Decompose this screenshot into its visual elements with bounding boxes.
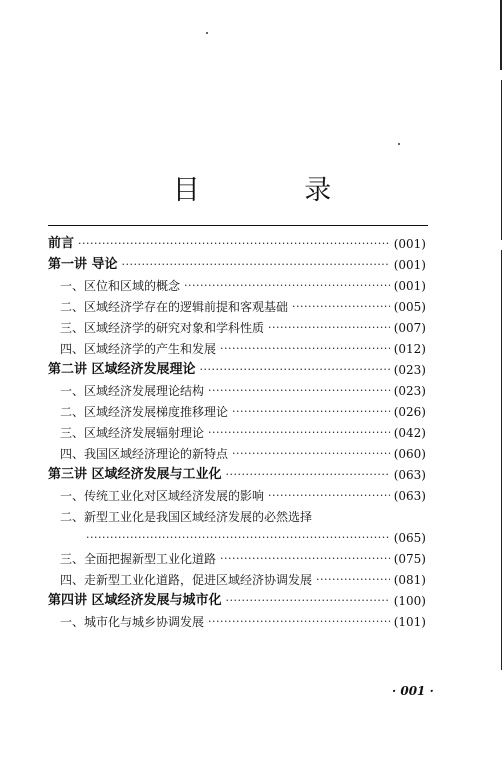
dot-leader xyxy=(292,300,390,314)
toc-entry[interactable] xyxy=(48,419,426,440)
toc-entry[interactable] xyxy=(48,440,426,461)
toc-entry-label: 第二讲 区域经济发展理论 xyxy=(48,362,196,377)
dot-leader xyxy=(316,573,390,587)
toc-entry[interactable] xyxy=(48,293,426,314)
toc-entry-page: (023) xyxy=(393,384,426,398)
dot-leader xyxy=(232,447,390,461)
page-edge-mark xyxy=(501,80,502,240)
toc-entry-page: (023) xyxy=(393,363,426,377)
toc-entry-page: (063) xyxy=(393,489,426,503)
toc-entry[interactable] xyxy=(48,335,426,356)
dot-leader xyxy=(208,615,390,629)
toc-entry-label: 第一讲 导论 xyxy=(48,257,118,272)
toc-entry-label: 四、区域经济学的产生和发展 xyxy=(60,342,217,356)
toc-entry-page: (042) xyxy=(393,426,426,440)
toc-entry-label: 前言 xyxy=(48,236,75,251)
toc-entry-page: (012) xyxy=(393,342,426,356)
toc-entry-label: 二、新型工业化是我国区域经济发展的必然选择 xyxy=(60,510,313,524)
toc-entry-page: (001) xyxy=(393,258,426,272)
dot-leader xyxy=(226,594,390,608)
dot-leader xyxy=(208,384,390,398)
dot-leader xyxy=(220,552,390,566)
toc-entry-page: (075) xyxy=(393,552,426,566)
toc-entry[interactable] xyxy=(48,524,426,545)
dot-leader xyxy=(78,237,390,251)
toc-entry-page: (007) xyxy=(393,321,426,335)
dot-leader xyxy=(268,321,390,335)
toc-entry-label: 第三讲 区域经济发展与工业化 xyxy=(48,467,222,482)
toc-entry[interactable] xyxy=(48,566,426,587)
dot-leader xyxy=(122,258,390,272)
toc-entry-label: 三、区域经济学的研究对象和学科性质 xyxy=(60,321,265,335)
dot-leader xyxy=(226,468,390,482)
dot-leader xyxy=(208,426,390,440)
toc-entry-page: (101) xyxy=(393,615,426,629)
dot-leader xyxy=(200,363,390,377)
toc-entry[interactable] xyxy=(48,545,426,566)
toc-entry-label: 四、我国区域经济理论的新特点 xyxy=(60,447,229,461)
toc-entry[interactable] xyxy=(48,461,426,482)
toc-entry-page: (063) xyxy=(393,468,426,482)
toc-entry[interactable] xyxy=(48,314,426,335)
toc-entry[interactable] xyxy=(48,272,426,293)
toc-entry-label: 一、城市化与城乡协调发展 xyxy=(60,615,205,629)
dot-leader xyxy=(86,531,390,545)
toc-entry-label: 二、区域经济发展梯度推移理论 xyxy=(60,405,229,419)
toc-entry-page: (001) xyxy=(393,279,426,293)
page-number: · 001 · xyxy=(392,684,434,698)
toc-entry-label: 一、区域经济发展理论结构 xyxy=(60,384,205,398)
toc-entry[interactable] xyxy=(48,230,426,251)
toc-entry-page: (060) xyxy=(393,447,426,461)
scan-speck xyxy=(206,32,208,34)
page-title: 目 录 xyxy=(172,175,380,206)
toc-entry-page: (081) xyxy=(393,573,426,587)
dot-leader xyxy=(232,405,390,419)
toc-entry[interactable] xyxy=(48,251,426,272)
toc-entry-label: 二、区域经济学存在的逻辑前提和客观基础 xyxy=(60,300,289,314)
toc-entry-label: 三、全面把握新型工业化道路 xyxy=(60,552,217,566)
toc-entry-label: 第四讲 区域经济发展与城市化 xyxy=(48,593,222,608)
toc-entry-page: (100) xyxy=(393,594,426,608)
toc-entry-page: (005) xyxy=(393,300,426,314)
toc-entry[interactable] xyxy=(48,377,426,398)
toc-entry[interactable] xyxy=(48,356,426,377)
scan-speck xyxy=(398,143,400,145)
toc-entry-page: (026) xyxy=(393,405,426,419)
table-of-contents xyxy=(48,230,426,629)
toc-entry-label: 三、区域经济发展辐射理论 xyxy=(60,426,205,440)
title-rule xyxy=(48,225,428,226)
dot-leader xyxy=(220,342,390,356)
toc-entry-page: (065) xyxy=(393,531,426,545)
toc-entry[interactable] xyxy=(48,482,426,503)
toc-entry[interactable] xyxy=(48,587,426,608)
toc-entry-label: 一、区位和区域的概念 xyxy=(60,279,181,293)
toc-entry[interactable] xyxy=(48,608,426,629)
page-edge-mark xyxy=(500,0,502,70)
toc-entry-label: 一、传统工业化对区域经济发展的影响 xyxy=(60,489,265,503)
toc-entry[interactable] xyxy=(48,503,426,524)
toc-entry-label: 四、走新型工业化道路，促进区域经济协调发展 xyxy=(60,573,313,587)
toc-entry[interactable] xyxy=(48,398,426,419)
dot-leader xyxy=(268,489,390,503)
dot-leader xyxy=(184,279,390,293)
page-edge-mark xyxy=(501,250,502,670)
toc-entry-page: (001) xyxy=(393,237,426,251)
